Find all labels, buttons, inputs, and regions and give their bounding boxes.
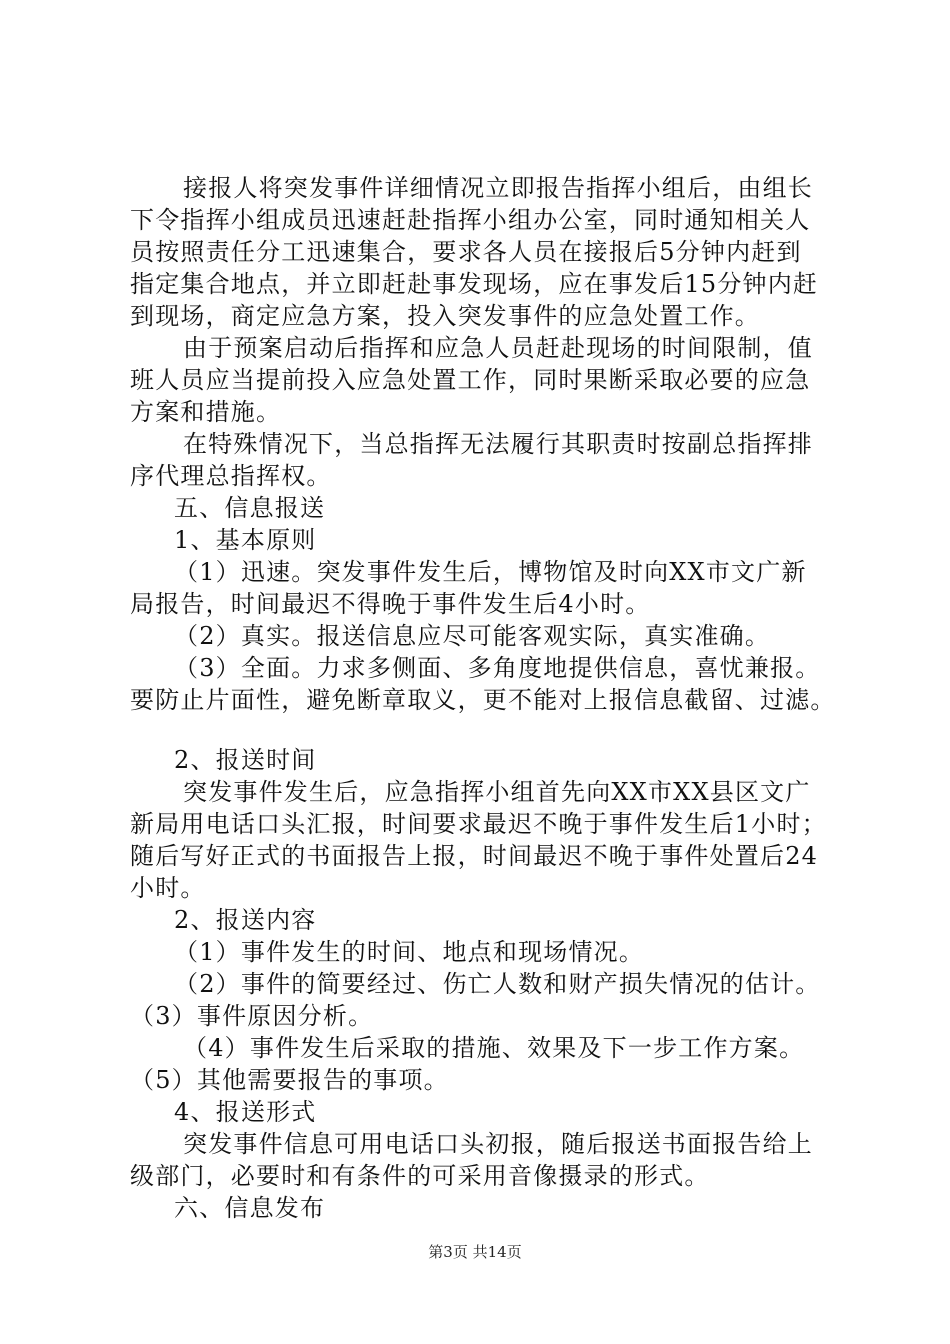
paragraph-line: 新局用电话口头汇报，时间要求最迟不晚于事件发生后1小时； (130, 810, 827, 838)
section-heading: 五、信息报送 (174, 494, 326, 522)
paragraph-line: （1）迅速。突发事件发生后，博物馆及时向XX市文广新 (174, 558, 807, 586)
paragraph-line: 指定集合地点，并立即赶赴事发现场，应在事发后15分钟内赶 (130, 270, 819, 298)
list-item: （2）事件的简要经过、伤亡人数和财产损失情况的估计。 (174, 970, 821, 998)
paragraph-line: 下令指挥小组成员迅速赶赴指挥小组办公室，同时通知相关人 (130, 206, 811, 234)
subsection-heading: 1、基本原则 (174, 526, 317, 554)
paragraph-line: 要防止片面性，避免断章取义，更不能对上报信息截留、过滤。 (130, 686, 836, 714)
paragraph-line: 突发事件发生后，应急指挥小组首先向XX市XX县区文广 (183, 778, 811, 806)
list-item: （5）其他需要报告的事项。 (130, 1066, 449, 1094)
paragraph-line: 随后写好正式的书面报告上报，时间最迟不晚于事件处置后24 (130, 842, 819, 870)
list-item: （4）事件发生后采取的措施、效果及下一步工作方案。 (183, 1034, 805, 1062)
paragraph-line: 级部门，必要时和有条件的可采用音像摄录的形式。 (130, 1162, 710, 1190)
paragraph-line: 在特殊情况下，当总指挥无法履行其职责时按副总指挥排 (183, 430, 813, 458)
paragraph-line: 班人员应当提前投入应急处置工作，同时果断采取必要的应急 (130, 366, 811, 394)
page-footer: 第3页 共14页 (428, 1243, 522, 1261)
paragraph-line: 序代理总指挥权。 (130, 462, 332, 490)
paragraph-line: 局报告，时间最迟不得晚于事件发生后4小时。 (130, 590, 651, 618)
subsection-heading: 4、报送形式 (174, 1098, 317, 1126)
paragraph-line: （2）真实。报送信息应尽可能客观实际，真实准确。 (174, 622, 771, 650)
list-item: （1）事件发生的时间、地点和现场情况。 (174, 938, 645, 966)
subsection-heading: 2、报送时间 (174, 746, 317, 774)
list-item: （3）事件原因分析。 (130, 1002, 374, 1030)
paragraph-line: （3）全面。力求多侧面、多角度地提供信息，喜忧兼报。 (174, 654, 821, 682)
paragraph-line: 由于预案启动后指挥和应急人员赶赴现场的时间限制，值 (183, 334, 813, 362)
paragraph-line: 突发事件信息可用电话口头初报，随后报送书面报告给上 (183, 1130, 813, 1158)
subsection-heading: 2、报送内容 (174, 906, 317, 934)
paragraph-line: 方案和措施。 (130, 398, 282, 426)
section-heading: 六、信息发布 (174, 1194, 326, 1222)
paragraph-line: 到现场，商定应急方案，投入突发事件的应急处置工作。 (130, 302, 760, 330)
paragraph-line: 小时。 (130, 874, 206, 902)
paragraph-line: 接报人将突发事件详细情况立即报告指挥小组后，由组长 (183, 174, 813, 202)
paragraph-line: 员按照责任分工迅速集合，要求各人员在接报后5分钟内赶到 (130, 238, 802, 266)
